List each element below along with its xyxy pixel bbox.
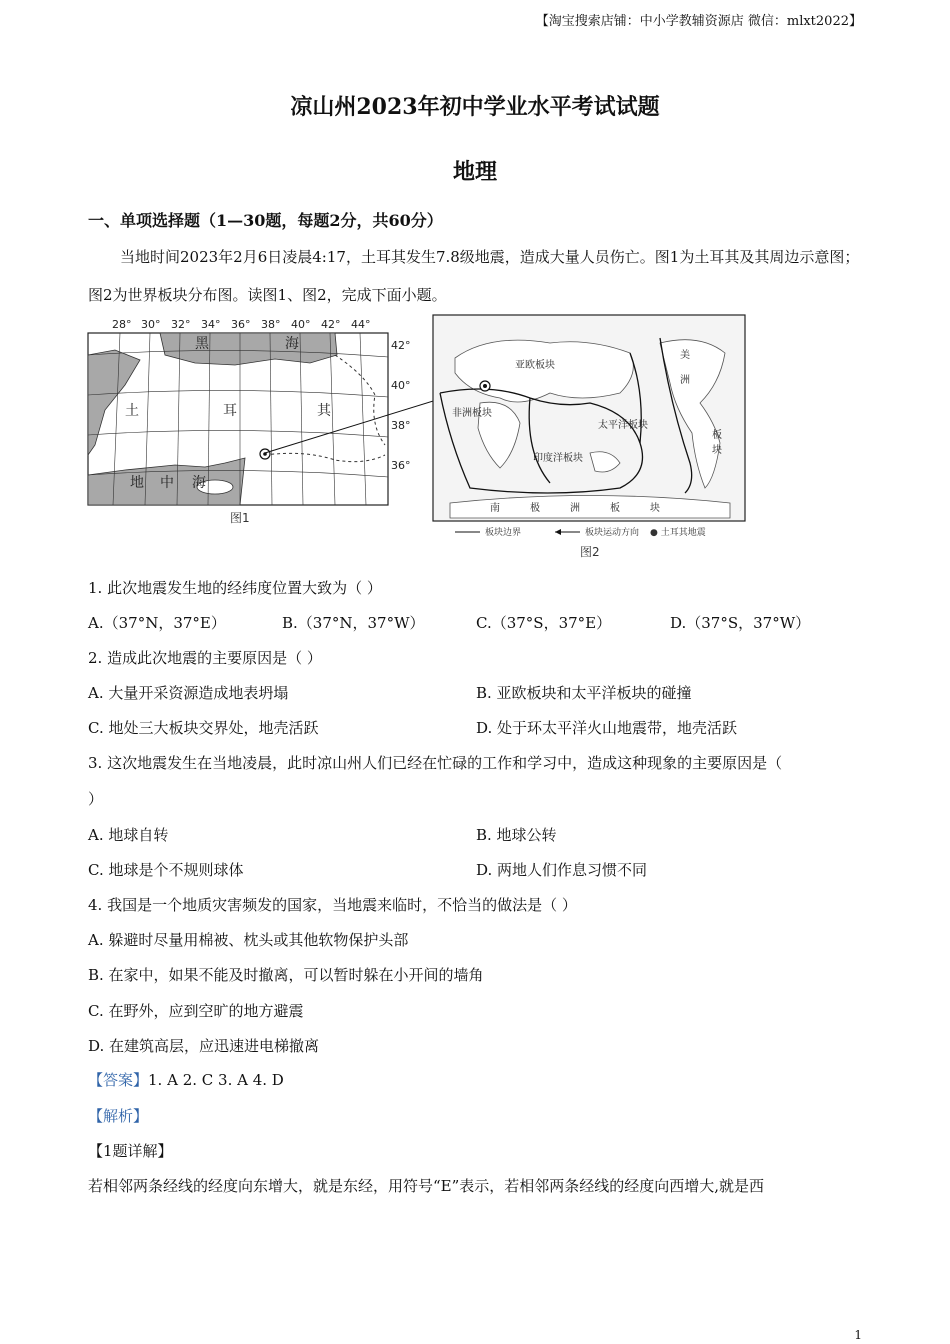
plate-label: 南: [490, 503, 500, 514]
med-sea-label: 中: [160, 475, 174, 491]
question-3: 3. 这次地震发生在当地凌晨，此时凉山州人们已经在忙碌的工作和学习中，造成这种现象的主要原因是（: [88, 754, 783, 772]
detail-label: 【1题详解】: [88, 1142, 173, 1160]
lat-label: 40°: [391, 379, 411, 392]
plate-label: 极: [530, 503, 540, 514]
lat-label: 36°: [391, 459, 411, 472]
america-label: 块: [712, 445, 722, 456]
analysis-label: 【解析】: [88, 1107, 149, 1125]
page-header: 【淘宝搜索店铺：中小学教辅资源店 微信：mlxt2022】: [535, 14, 862, 29]
detail-text: 若相邻两条经线的经度向东增大，就是东经，用符号“E”表示，若相邻两条经线的经度向西增大,就是西: [88, 1177, 765, 1195]
question-2: 2. 造成此次地震的主要原因是（ ）: [88, 649, 322, 667]
country-label: 耳: [223, 403, 237, 419]
q4-option-b: B. 在家中，如果不能及时撤离，可以暂时躲在小开间的墙角: [88, 966, 484, 984]
exam-title: 凉山州2023年初中学业水平考试试题: [290, 94, 660, 120]
figure-2-plate-map: [430, 313, 750, 565]
q1-option-d: D.（37°S，37°W）: [670, 614, 811, 632]
q4-option-c: C. 在野外，应到空旷的地方避震: [88, 1002, 304, 1020]
plate-label: 板: [610, 503, 620, 514]
q3-option-b: B. 地球公转: [476, 826, 557, 844]
america-label: 板: [712, 430, 722, 441]
q1-option-b: B.（37°N，37°W）: [282, 614, 425, 632]
figure-2-caption: 图2: [580, 545, 600, 559]
legend-boundary: 板块边界: [485, 528, 522, 538]
lon-label: 36°: [231, 318, 251, 331]
country-label: 其: [317, 403, 331, 419]
plate-label: 太平洋板块: [598, 420, 648, 431]
plate-label: 洲: [570, 503, 580, 514]
q2-option-a: A. 大量开采资源造成地表坍塌: [88, 684, 289, 702]
lon-label: 28°: [112, 318, 132, 331]
med-sea-label: 海: [192, 475, 206, 491]
question-1: 1. 此次地震发生地的经纬度位置大致为（ ）: [88, 579, 382, 597]
q1-option-a: A.（37°N，37°E）: [88, 614, 226, 632]
lat-label: 38°: [391, 419, 411, 432]
q1-option-c: C.（37°S，37°E）: [476, 614, 612, 632]
q3-option-a: A. 地球自转: [88, 826, 169, 844]
lon-label: 40°: [291, 318, 311, 331]
subject-title: 地理: [452, 159, 497, 185]
page-number: 1: [854, 1328, 862, 1342]
lon-label: 34°: [201, 318, 221, 331]
intro-paragraph: 当地时间2023年2月6日凌晨4:17，土耳其发生7.8级地震，造成大量人员伤亡。图1为土耳其及其周边示意图；图2为世界板块分布图。读图1、图2，完成下面小题。: [88, 248, 860, 304]
question-4: 4. 我国是一个地质灾害频发的国家，当地震来临时，不恰当的做法是（ ）: [88, 896, 577, 914]
plate-label: 印度洋板块: [533, 453, 583, 464]
figure-1-caption: 图1: [230, 511, 250, 525]
legend-direction: 板块运动方向: [585, 528, 640, 538]
q2-option-b: B. 亚欧板块和太平洋板块的碰撞: [476, 684, 692, 702]
legend-quake: ● 土耳其地震: [650, 528, 706, 538]
q2-option-c: C. 地处三大板块交界处，地壳活跃: [88, 719, 319, 737]
plate-label: 非洲板块: [452, 408, 492, 419]
section-heading: 一、单项选择题（1—30题，每题2分，共60分）: [88, 211, 443, 230]
lon-label: 42°: [321, 318, 341, 331]
plate-label: 块: [650, 503, 660, 514]
answer-line: [88, 1069, 284, 1090]
answer-label: 【答案】: [88, 1071, 149, 1089]
black-sea-label: 海: [285, 336, 299, 352]
lon-label: 44°: [351, 318, 371, 331]
country-label: 土: [125, 403, 139, 419]
q3-option-c: C. 地球是个不规则球体: [88, 861, 244, 879]
q3-option-d: D. 两地人们作息习惯不同: [476, 861, 648, 879]
black-sea-label: 黑: [195, 336, 209, 352]
q4-option-d: D. 在建筑高层，应迅速进电梯撤离: [88, 1037, 320, 1055]
plate-label: 亚欧板块: [515, 360, 555, 371]
lon-label: 30°: [141, 318, 161, 331]
america-label: 洲: [680, 375, 690, 386]
question-3-end: ）: [88, 790, 104, 808]
lon-label: 32°: [171, 318, 191, 331]
q2-option-d: D. 处于环太平洋火山地震带，地壳活跃: [476, 719, 738, 737]
black-sea: [160, 333, 337, 365]
answer-text: 1. A 2. C 3. A 4. D: [148, 1071, 284, 1089]
eurasia-landmass: [455, 340, 633, 402]
q4-option-a: A. 躲避时尽量用棉被、枕头或其他软物保护头部: [88, 931, 409, 949]
america-label: 美: [680, 350, 690, 361]
lat-label: 42°: [391, 339, 411, 352]
med-sea-label: 地: [130, 475, 144, 491]
lon-label: 38°: [261, 318, 281, 331]
